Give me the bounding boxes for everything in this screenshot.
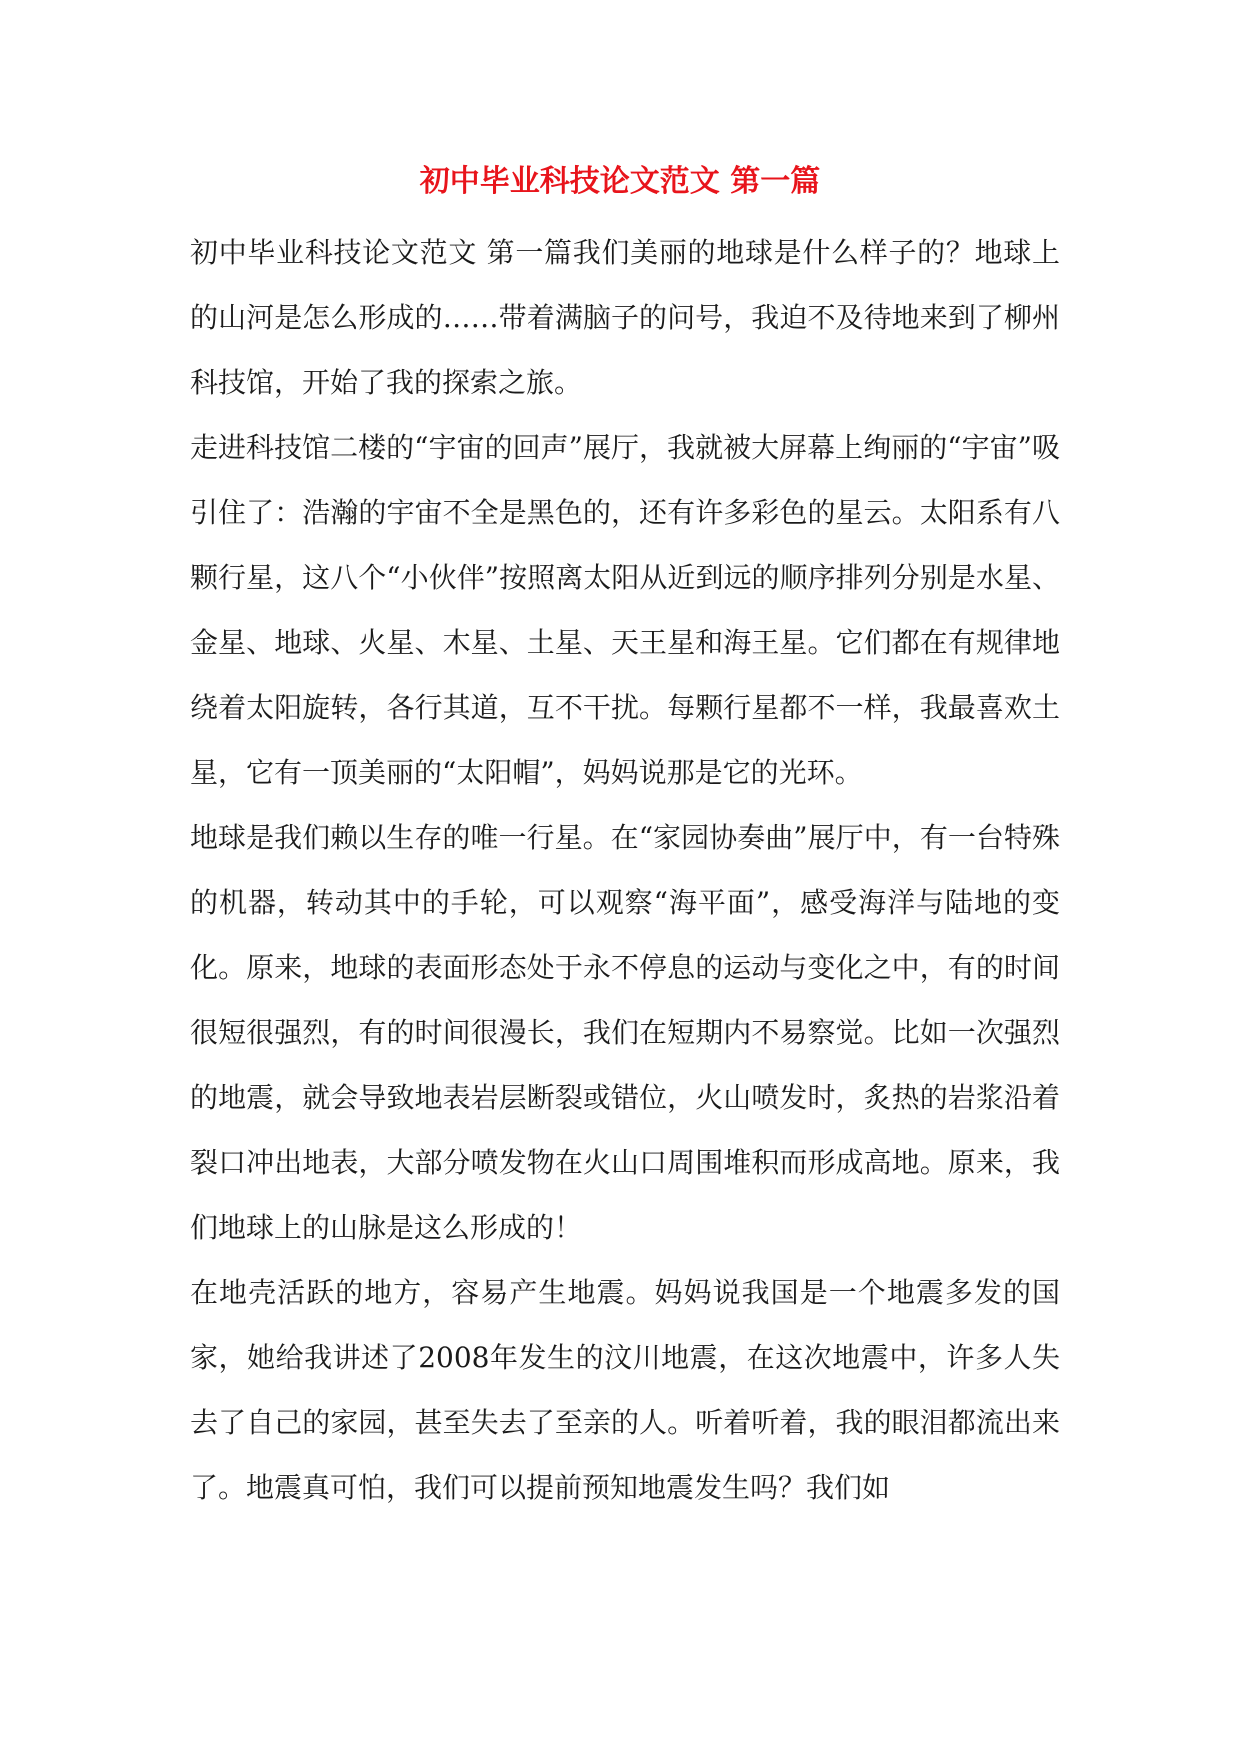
paragraph-intro: 初中毕业科技论文范文 第一篇我们美丽的地球是什么样子的？地球上的山河是怎么形成的……带着满脑子的问号，我迫不及待地来到了柳州科技馆，开始了我的探索之旅。 [190,236,1060,399]
document-body [190,220,1060,1520]
document-title: 初中毕业科技论文范文 第一篇 [419,164,821,199]
paragraph-earthquake: 在地壳活跃的地方，容易产生地震。妈妈说我国是一个地震多发的国家，她给我讲述了2008年发生的汶川地震，在这次地震中，许多人失去了自己的家园，甚至失去了至亲的人。听着听着，我的眼泪都流出来了。地震真可怕，我们可以提前预知地震发生吗？我们如 [190,1276,1060,1504]
paragraph-universe: 走进科技馆二楼的“宇宙的回声”展厅，我就被大屏幕上绚丽的“宇宙”吸引住了：浩瀚的宇宙不全是黑色的，还有许多彩色的星云。太阳系有八颗行星，这八个“小伙伴”按照离太阳从近到远的顺序排列分别是水星、金星、地球、火星、木星、土星、天王星和海王星。它们都在有规律地绕着太阳旋转，各行其道，互不干扰。每颗行星都不一样，我最喜欢土星，它有一顶美丽的“太阳帽”，妈妈说那是它的光环。 [190,431,1060,789]
paragraph-earth: 地球是我们赖以生存的唯一行星。在“家园协奏曲”展厅中，有一台特殊的机器，转动其中的手轮，可以观察“海平面”，感受海洋与陆地的变化。原来，地球的表面形态处于永不停息的运动与变化之中，有的时间很短很强烈，有的时间很漫长，我们在短期内不易察觉。比如一次强烈的地震，就会导致地表岩层断裂或错位，火山喷发时，炙热的岩浆沿着裂口冲出地表，大部分喷发物在火山口周围堆积而形成高地。原来，我们地球上的山脉是这么形成的！ [190,821,1060,1244]
